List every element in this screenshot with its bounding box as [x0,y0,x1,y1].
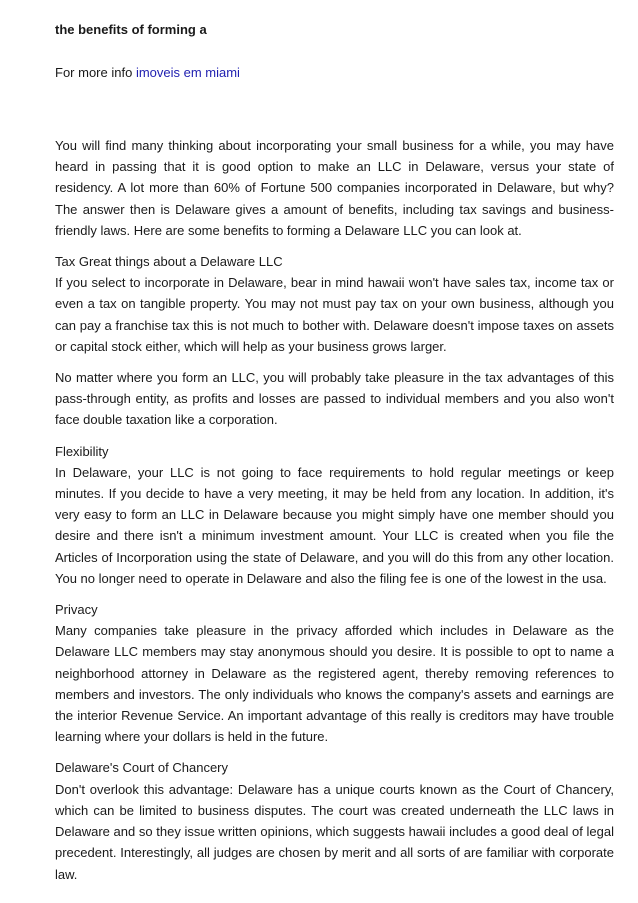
section-heading: Flexibility [55,443,109,459]
section-flexibility [55,441,614,589]
section-heading: Delaware's Court of Chancery [55,760,228,776]
section-text: In Delaware, your LLC is not going to face requirements to hold regular meetings or keep minutes. If you decide to have a very meeting, it may be held from any location. In addition, it's very easy to form an LLC in Delaware because you might simply have one member should you desire and there isn't a minimum investment amount. Your LLC is created when you file the Articles of Incorporation using the state of Delaware, and you will do this from any other location. You no longer need to operate in Delaware and also the filing fee is one of the lowest in the usa. [55,464,614,586]
more-info-link[interactable]: imoveis em miami [135,65,240,80]
section-text: Many companies take pleasure in the privacy afforded which includes in Delaware as the Delaware LLC members may stay anonymous should you desire. It is possible to opt to name a neighborhood attorney in Delaware as the registered agent, thereby removing references to members and investors. The only individuals who knows the company's assets and earnings are the interior Revenue Service. An important advantage of this really is creditors may have trouble learning where your dollars is held in the future. [55,623,614,745]
section-text: No matter where you form an LLC, you will probably take pleasure in the tax advantages of this pass-through entity, as profits and losses are passed to individual members and you also won't face double taxation like a corporation. [55,370,614,428]
more-info-prefix: For more info [55,65,133,80]
section-privacy [55,599,614,747]
section-pass-through [55,367,614,431]
intro-paragraph: You will find many thinking about incorporating your small business for a while, you may have heard in passing that it is good option to make an LLC in Delaware, versus your state of residency. A lot more than 60% of Fortune 500 companies incorporated in Delaware, but why? The answer then is Delaware gives a amount of benefits, including tax savings and business-friendly laws. Here are some benefits to forming a Delaware LLC you can look at. [55,138,614,238]
section-court-of-chancery [55,757,614,884]
section-heading: Tax Great things about a Delaware LLC [55,254,283,270]
page-title: the benefits of forming a [55,22,207,37]
section-heading: Privacy [55,602,98,618]
section-tax [55,251,614,357]
section-text: Don't overlook this advantage: Delaware has a unique courts known as the Court of Chancery, which can be limited to business disputes. The court was created underneath the LLC laws in Delaware and so they issue written opinions, which suggests hawaii includes a good deal of legal precedent. Interestingly, all judges are chosen by merit and all sorts of are familiar with corporate law. [55,781,614,882]
more-info-line [55,64,240,82]
article-body [55,135,614,895]
section-text: If you select to incorporate in Delaware, bear in mind hawaii won't have sales tax, income tax or even a tax on tangible property. You may not must pay tax on your own business, although you can pay a franchise tax this is not much to bother with. Delaware doesn't impose taxes on assets or capital stock either, which will help as your business grows larger. [55,275,614,354]
